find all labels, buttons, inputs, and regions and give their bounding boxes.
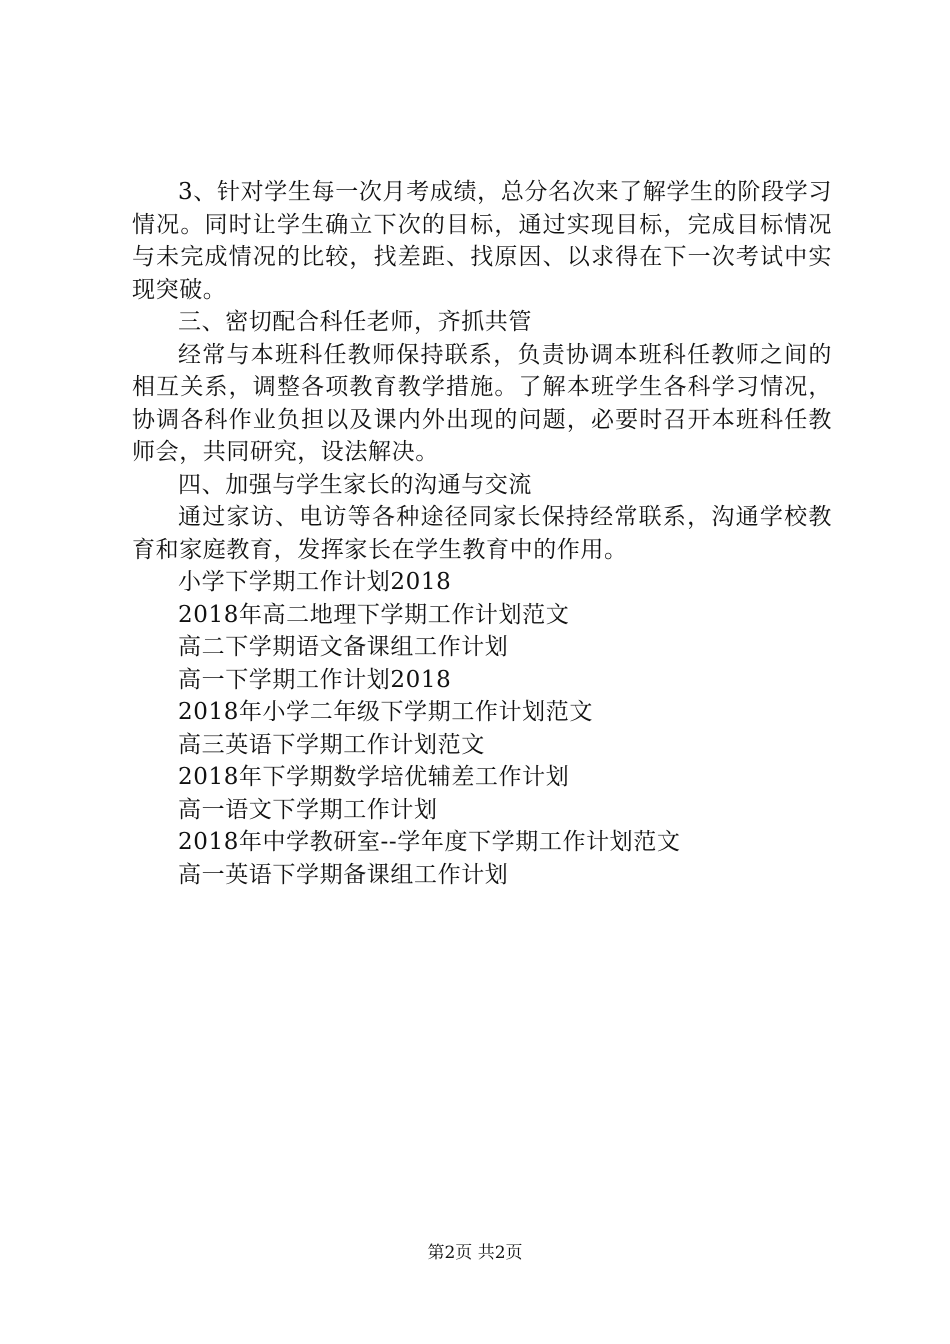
- related-link[interactable]: 2018年高二地理下学期工作计划范文: [178, 601, 570, 628]
- document-body: [132, 176, 832, 891]
- section-heading-3: 三、密切配合科任老师，齐抓共管: [178, 309, 532, 335]
- related-link[interactable]: 高二下学期语文备课组工作计划: [178, 634, 509, 660]
- related-links-list: [132, 566, 832, 891]
- paragraph-item-3: 3、针对学生每一次月考成绩，总分名次来了解学生的阶段学习情况。同时让学生确立下次的目标，通过实现目标，完成目标情况与未完成情况的比较，找差距、找原因、以求得在下一次考试中实现突破。: [132, 179, 832, 303]
- related-link[interactable]: 高三英语下学期工作计划范文: [178, 731, 485, 758]
- section-body-4: 通过家访、电访等各种途径同家长保持经常联系，沟通学校教育和家庭教育，发挥家长在学生教育中的作用。: [132, 504, 832, 563]
- page-footer: 第2页 共2页: [427, 1243, 523, 1263]
- related-link[interactable]: 高一下学期工作计划2018: [178, 666, 452, 693]
- related-link[interactable]: 2018年下学期数学培优辅差工作计划: [178, 764, 570, 790]
- related-link[interactable]: 高一英语下学期备课组工作计划: [178, 861, 509, 888]
- section-heading-4: 四、加强与学生家长的沟通与交流: [178, 471, 532, 498]
- related-link[interactable]: 2018年小学二年级下学期工作计划范文: [178, 699, 593, 725]
- related-link[interactable]: 2018年中学教研室--学年度下学期工作计划范文: [178, 829, 681, 855]
- section-body-3: 经常与本班科任教师保持联系，负责协调本班科任教师之间的相互关系，调整各项教育教学措施。了解本班学生各科学习情况，协调各科作业负担以及课内外出现的问题，必要时召开本班科任教师会，共同研究，设法解决。: [132, 341, 832, 465]
- related-link[interactable]: 高一语文下学期工作计划: [178, 796, 438, 823]
- related-link[interactable]: 小学下学期工作计划2018: [178, 569, 452, 595]
